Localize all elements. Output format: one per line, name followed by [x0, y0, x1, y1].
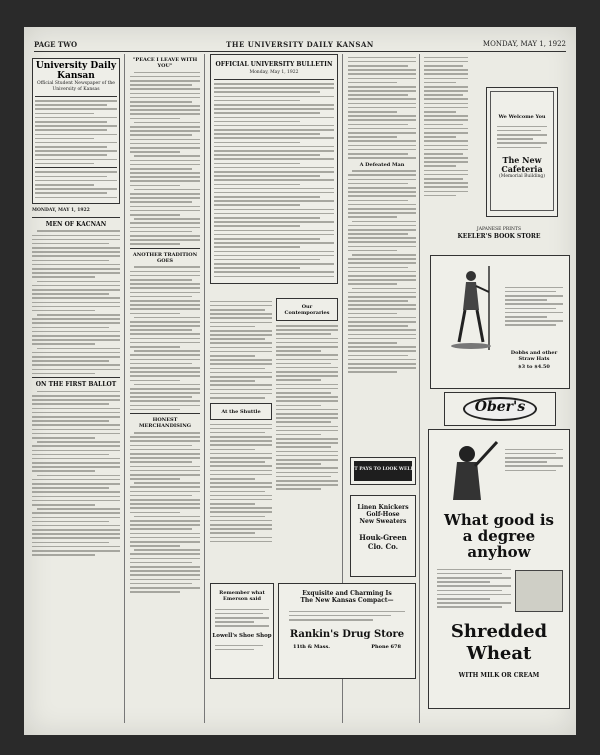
- headline-shuttle: At the Shuttle: [221, 408, 261, 415]
- hats-title: Dobbs and other Straw Hats: [510, 350, 558, 362]
- bulletin-title: OFFICIAL UNIVERSITY BULLETIN: [215, 61, 333, 68]
- good-line-1: What good is: [444, 511, 554, 529]
- page-label: PAGE TWO: [34, 40, 78, 49]
- column-rule: [419, 54, 420, 723]
- bulletin-date: Monday, May 1, 1922: [249, 70, 299, 75]
- ad-cafeteria: [486, 87, 558, 217]
- ad-lowells: [210, 583, 274, 679]
- ad-rankin-line2: The New Kansas Compact—: [300, 597, 394, 604]
- ad-pays-text: IT PAYS TO LOOK WELL: [352, 467, 414, 472]
- figure-illustration: [441, 262, 501, 352]
- ad-pays-to-look-well: [350, 457, 416, 485]
- contemporaries-box: [276, 298, 338, 321]
- good-line-2: a degree: [462, 527, 536, 545]
- ad-rankin-line3: Rankin's Drug Store: [289, 628, 405, 640]
- ad-rankin-line1: Exquisite and Charming Is: [302, 590, 392, 597]
- headline-first-ballot: ON THE FIRST BALLOT: [35, 381, 117, 389]
- ad-keelers: [436, 227, 562, 249]
- ad-linen-knickers: [350, 495, 416, 577]
- good-line-3: anyhow: [467, 543, 531, 561]
- header-date: MONDAY, MAY 1, 1922: [482, 40, 566, 48]
- product-box-illustration: [515, 570, 563, 612]
- paper-title: THE UNIVERSITY DAILY KANSAN: [226, 40, 374, 49]
- ad-kickers-line5: Clo. Co.: [367, 542, 399, 551]
- masthead-subtitle: Official Student Newspaper of the University of Kansas: [37, 81, 115, 92]
- ad-rankin-address: 11th & Mass.: [293, 643, 331, 650]
- welcome-title: We Welcome You: [498, 114, 546, 120]
- baseball-player-illustration: [437, 440, 501, 508]
- shredded-line-1: Shredded: [450, 621, 548, 642]
- obers-logo: Ober's: [474, 399, 526, 415]
- masthead-dateline: MONDAY, MAY 1, 1922: [32, 207, 90, 213]
- column-rule: [124, 54, 125, 723]
- masthead-title: University Daily Kansan: [35, 61, 117, 81]
- ad-straw-hats: [430, 255, 570, 389]
- column-rule: [204, 54, 205, 723]
- official-bulletin: [210, 54, 338, 284]
- ad-lowell-line2: Lowell's Shoe Shop: [212, 632, 272, 639]
- shuttle-box: [210, 403, 272, 420]
- ad-rankin-phone: Phone 678: [371, 643, 401, 650]
- keelers-subtitle: JAPANESE PRINTS: [476, 227, 522, 232]
- ad-rankins: [278, 583, 416, 679]
- keelers-title: KEELER'S BOOK STORE: [457, 233, 541, 240]
- ad-lowell-line1: Remember what Emerson said: [219, 590, 265, 602]
- headline-another-tradition: ANOTHER TRADITION GOES: [132, 251, 198, 264]
- page-header: [34, 39, 566, 52]
- ad-shredded-wheat: [428, 429, 570, 709]
- ad-kickers-line3: New Sweaters: [359, 518, 407, 525]
- headline-honest-merchandising: HONEST MERCHANDISING: [138, 417, 192, 430]
- newspaper-page: [24, 27, 576, 735]
- headline-contemporaries: Our Contemporaries: [284, 304, 330, 316]
- headline-peace: "PEACE I LEAVE WITH YOU": [132, 57, 198, 69]
- headline-men-of-kacnan: MEN OF KACNAN: [45, 220, 107, 228]
- shredded-line-3: WITH MILK OR CREAM: [458, 672, 540, 679]
- column-1: [32, 54, 120, 723]
- ad-kickers-line2: Golf-Hose: [366, 511, 400, 518]
- cafeteria-subtitle: (Memorial Building): [498, 174, 546, 180]
- hats-price: $3 to $4.50: [518, 364, 550, 370]
- cafeteria-title: The New Cafeteria: [501, 155, 543, 175]
- column-2: [130, 54, 200, 723]
- ad-obers: [444, 392, 556, 426]
- ad-kickers-line1: Linen Knickers: [357, 504, 409, 511]
- headline-defeated-man: A Defeated Man: [359, 161, 405, 168]
- ad-kickers-line4: Houk-Green: [359, 533, 407, 542]
- masthead: [32, 58, 120, 204]
- shredded-line-2: Wheat: [466, 643, 532, 664]
